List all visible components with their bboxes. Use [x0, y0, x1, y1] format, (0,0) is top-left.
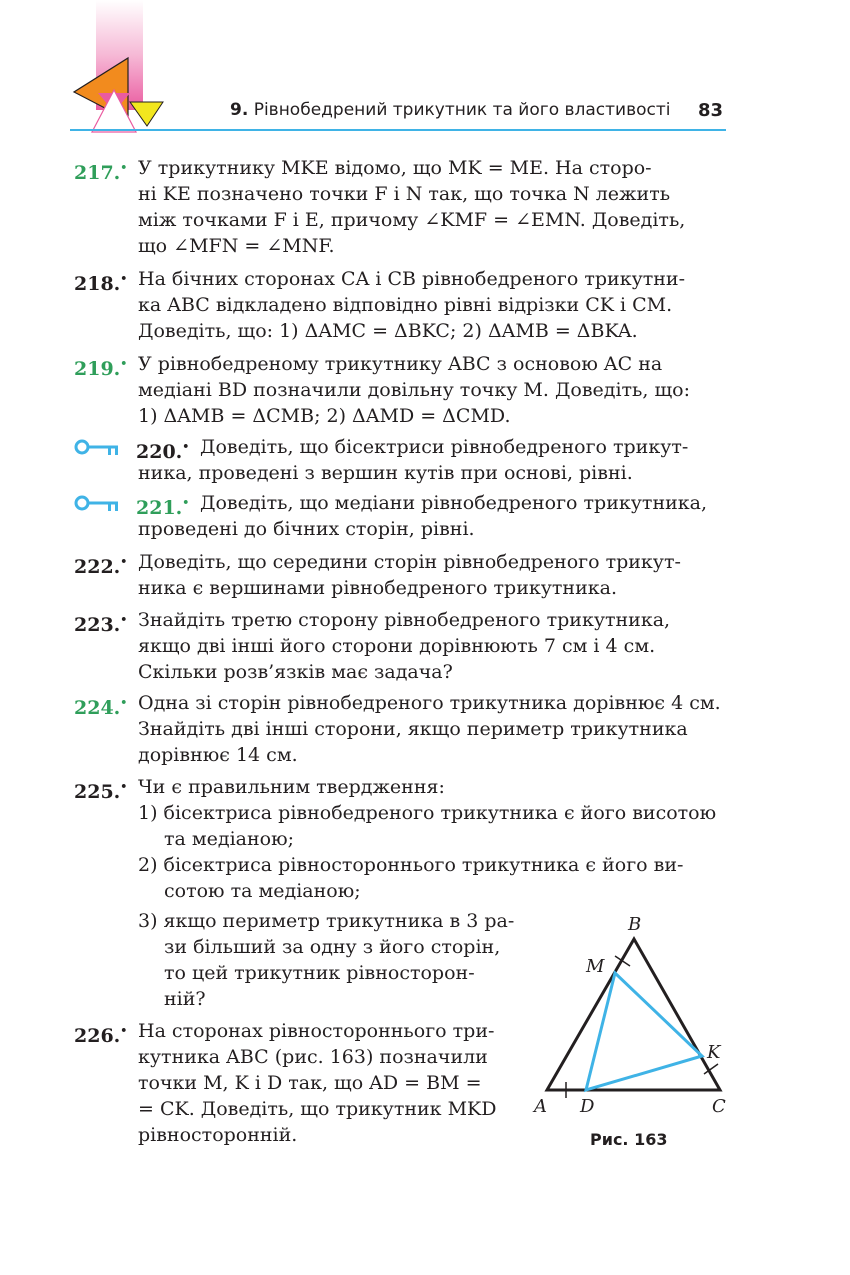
- problem-text-line: ка ABC відкладено відповідно рівні відрізки CK і CM.: [138, 294, 673, 316]
- problem-text-line: Доведіть, що середини сторін рівнобедреного трикут-: [138, 551, 681, 573]
- problem-text-line: Доведіть, що медіани рівнобедреного трикутника,: [200, 492, 708, 514]
- problem-text-line: У рівнобедреному трикутнику ABC з основою AC на: [138, 353, 663, 375]
- problem-text-line: На сторонах рівностороннього три-: [138, 1020, 495, 1042]
- vertex-label-k: K: [707, 1042, 721, 1063]
- vertex-label-b: B: [628, 914, 642, 935]
- problem-number: 220.•: [136, 440, 190, 463]
- problem-number: 219.•: [74, 357, 128, 380]
- problem-text-line: Скільки розв’язків має задача?: [138, 661, 453, 683]
- problem-text-line: дорівнює 14 см.: [138, 744, 298, 766]
- problem-number: 221.•: [136, 496, 190, 519]
- corner-decoration: [70, 0, 170, 135]
- page-number: 83: [698, 100, 724, 121]
- problem-text-line: Одна зі сторін рівнобедреного трикутника дорівнює 4 см.: [138, 692, 721, 714]
- problem-number: 217.•: [74, 161, 128, 184]
- chapter-title-text: Рівнобедрений трикутник та його властивості: [253, 100, 671, 120]
- problem-text-line: Чи є правильним твердження:: [138, 776, 445, 798]
- problem-number: 223.•: [74, 613, 128, 636]
- key-icon: [74, 493, 120, 513]
- problem-text-line: що ∠MFN = ∠MNF.: [138, 235, 335, 257]
- vertex-label-d: D: [580, 1096, 595, 1117]
- figure-163-triangle: [528, 908, 740, 1118]
- problem-text-line: зи більший за одну з його сторін,: [164, 936, 501, 958]
- problem-text-line: та медіаною;: [164, 828, 295, 850]
- problem-text-line: ні KE позначено точки F і N так, що точка N лежить: [138, 183, 671, 205]
- problem-text-line: кутника ABC (рис. 163) позначили: [138, 1046, 488, 1068]
- problem-text-line: ника, проведені з вершин кутів при основі, рівні.: [138, 462, 633, 484]
- problem-text-line: У трикутнику MKE відомо, що MK = ME. На сторо-: [138, 157, 652, 179]
- problem-text-line: рівносторонній.: [138, 1124, 298, 1146]
- problem-text-line: ника є вершинами рівнобедреного трикутника.: [138, 577, 617, 599]
- problem-text-line: між точками F і E, причому ∠KMF = ∠EMN. Доведіть,: [138, 209, 686, 231]
- chapter-title: [230, 100, 671, 120]
- problem-text-line: сотою та медіаною;: [164, 880, 361, 902]
- chapter-number: 9.: [230, 100, 249, 120]
- vertex-label-a: A: [534, 1096, 547, 1117]
- problem-text-line: = CK. Доведіть, що трикутник MKD: [138, 1098, 497, 1120]
- problem-text-line: медіані BD позначили довільну точку M. Доведіть, що:: [138, 379, 690, 401]
- problem-number: 222.•: [74, 555, 128, 578]
- problem-text-line: Знайдіть дві інші сторони, якщо периметр трикутника: [138, 718, 688, 740]
- vertex-label-c: C: [712, 1096, 726, 1117]
- problem-number: 226.•: [74, 1024, 128, 1047]
- problem-text-line: На бічних сторонах CA і CB рівнобедреного трикутни-: [138, 268, 686, 290]
- problem-text-line: 1) бісектриса рівнобедреного трикутника є його висотою: [138, 802, 717, 824]
- key-icon: [74, 437, 120, 457]
- problem-text-line: проведені до бічних сторін, рівні.: [138, 518, 475, 540]
- problem-text-line: якщо дві інші його сторони дорівнюють 7 см і 4 см.: [138, 635, 656, 657]
- header-rule: [70, 129, 726, 131]
- figure-caption: Рис. 163: [590, 1130, 668, 1149]
- vertex-label-m: M: [586, 956, 605, 977]
- problem-text-line: 1) ΔAMB = ΔCMB; 2) ΔAMD = ΔCMD.: [138, 405, 511, 427]
- problem-text-line: Доведіть, що: 1) ΔAMC = ΔBKC; 2) ΔAMB = ΔBKA.: [138, 320, 638, 342]
- problem-text-line: то цей трикутник рівносторон-: [164, 962, 475, 984]
- problem-number: 224.•: [74, 696, 128, 719]
- problem-text-line: 3) якщо периметр трикутника в 3 ра-: [138, 910, 515, 932]
- problem-number: 225.•: [74, 780, 128, 803]
- problem-text-line: Знайдіть третю сторону рівнобедреного трикутника,: [138, 609, 671, 631]
- problem-text-line: ній?: [164, 988, 206, 1010]
- problem-number: 218.•: [74, 272, 128, 295]
- problem-text-line: точки M, K і D так, що AD = BM =: [138, 1072, 482, 1094]
- problem-text-line: 2) бісектриса рівностороннього трикутника є його ви-: [138, 854, 684, 876]
- problem-text-line: Доведіть, що бісектриси рівнобедреного трикут-: [200, 436, 689, 458]
